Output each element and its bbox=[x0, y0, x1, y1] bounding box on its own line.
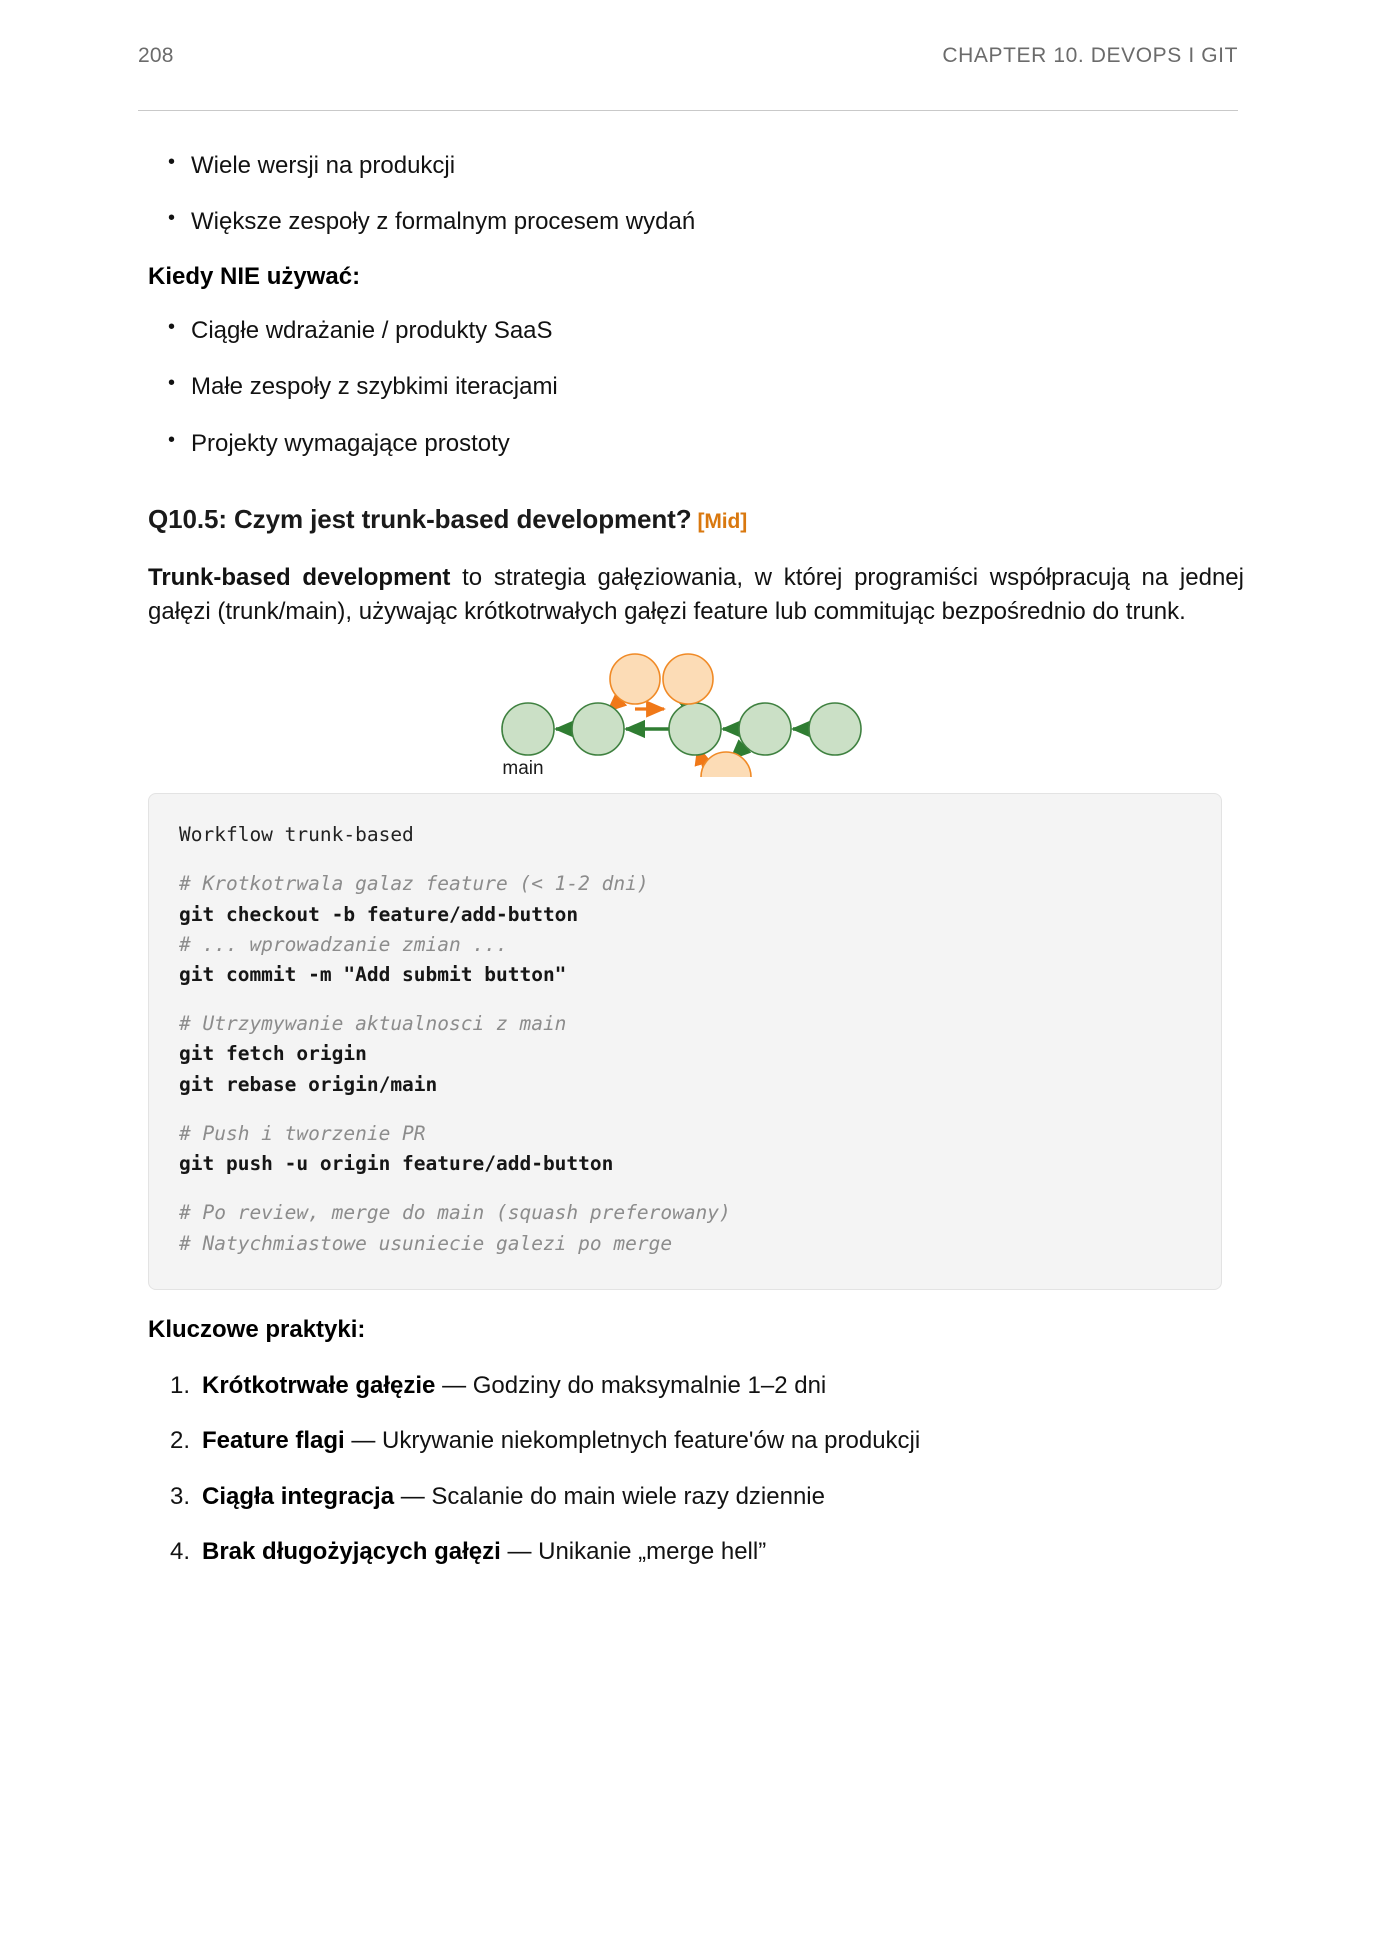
practice-term: Ciągła integracja bbox=[202, 1482, 395, 1510]
git-graph-svg bbox=[148, 647, 1248, 777]
code-line: # Po review, merge do main (squash preferowany) bbox=[179, 1201, 731, 1225]
git-branch-diagram bbox=[148, 647, 1248, 777]
commit-node-feature bbox=[610, 654, 660, 704]
running-header bbox=[138, 44, 1238, 68]
question-level-badge: [Mid] bbox=[697, 509, 748, 533]
commit-node-main bbox=[809, 703, 861, 755]
definition-paragraph bbox=[148, 561, 1244, 629]
code-line: git checkout -b feature/add-button bbox=[179, 902, 579, 926]
list-item bbox=[148, 1481, 1248, 1513]
chapter-title: CHAPTER 10. DEVOPS I GIT bbox=[942, 44, 1238, 67]
header-divider bbox=[138, 110, 1238, 111]
when-not-bullet-list bbox=[148, 315, 1248, 460]
practice-desc: — Ukrywanie niekompletnych feature'ów na produkcji bbox=[344, 1427, 921, 1455]
code-line: git push -u origin feature/add-button bbox=[179, 1152, 614, 1176]
code-block bbox=[148, 793, 1222, 1290]
commit-node-feature bbox=[701, 752, 751, 777]
list-item: • Większe zespoły z formalnym procesem wydań bbox=[148, 206, 1248, 238]
list-item bbox=[148, 1370, 1248, 1402]
code-line: git rebase origin/main bbox=[179, 1072, 438, 1096]
practice-desc: — Godziny do maksymalnie 1–2 dni bbox=[435, 1371, 827, 1399]
practices-heading: Kluczowe praktyki: bbox=[148, 1315, 366, 1343]
code-line: # ... wprowadzanie zmian ... bbox=[179, 932, 508, 956]
question-title: Q10.5: Czym jest trunk-based development? bbox=[148, 503, 692, 534]
commit-node-main bbox=[502, 703, 554, 755]
practice-desc: — Scalanie do main wiele razy dziennie bbox=[394, 1482, 825, 1510]
list-item: • Wiele wersji na produkcji bbox=[148, 150, 1248, 182]
code-content bbox=[179, 820, 1221, 1259]
code-line: git fetch origin bbox=[179, 1042, 367, 1066]
practices-list bbox=[148, 1370, 1248, 1569]
when-not-heading: Kiedy NIE używać: bbox=[148, 262, 361, 290]
branch-label-main: main bbox=[502, 758, 544, 778]
top-bullet-list bbox=[148, 150, 1248, 239]
code-title: Workflow trunk-based bbox=[179, 823, 414, 847]
commit-node-main bbox=[669, 703, 721, 755]
code-line: # Push i tworzenie PR bbox=[179, 1121, 426, 1145]
code-line: git commit -m "Add submit button" bbox=[179, 962, 567, 986]
code-line: # Utrzymywanie aktualnosci z main bbox=[179, 1012, 567, 1036]
practice-term: Brak długożyjących gałęzi bbox=[202, 1537, 501, 1565]
practice-term: Feature flagi bbox=[202, 1427, 345, 1455]
list-item bbox=[148, 1536, 1248, 1568]
list-item: • Małe zespoły z szybkimi iteracjami bbox=[148, 371, 1248, 403]
commit-node-main bbox=[572, 703, 624, 755]
list-item: • Ciągłe wdrażanie / produkty SaaS bbox=[148, 315, 1248, 347]
page-content bbox=[148, 150, 1248, 1591]
page-number: 208 bbox=[138, 44, 174, 67]
list-item bbox=[148, 1425, 1248, 1457]
practice-desc: — Unikanie „merge hell” bbox=[500, 1537, 767, 1565]
definition-term: Trunk-based development bbox=[148, 563, 451, 591]
code-line: # Natychmiastowe usuniecie galezi po merge bbox=[179, 1231, 673, 1255]
code-line: # Krotkotrwala galaz feature (< 1-2 dni) bbox=[179, 872, 649, 896]
practice-term: Krótkotrwałe gałęzie bbox=[202, 1371, 436, 1399]
commit-node-feature bbox=[663, 654, 713, 704]
commit-node-main bbox=[739, 703, 791, 755]
question-heading bbox=[148, 504, 1248, 535]
definition-text: to strategia gałęziowania, w której programiści współpracują na jednej gałęzi (trunk/main), używając krótkotrwałych gałęzi feature lub commitując bezpośrednio do trunk. bbox=[148, 563, 1244, 626]
list-item: • Projekty wymagające prostoty bbox=[148, 428, 1248, 460]
